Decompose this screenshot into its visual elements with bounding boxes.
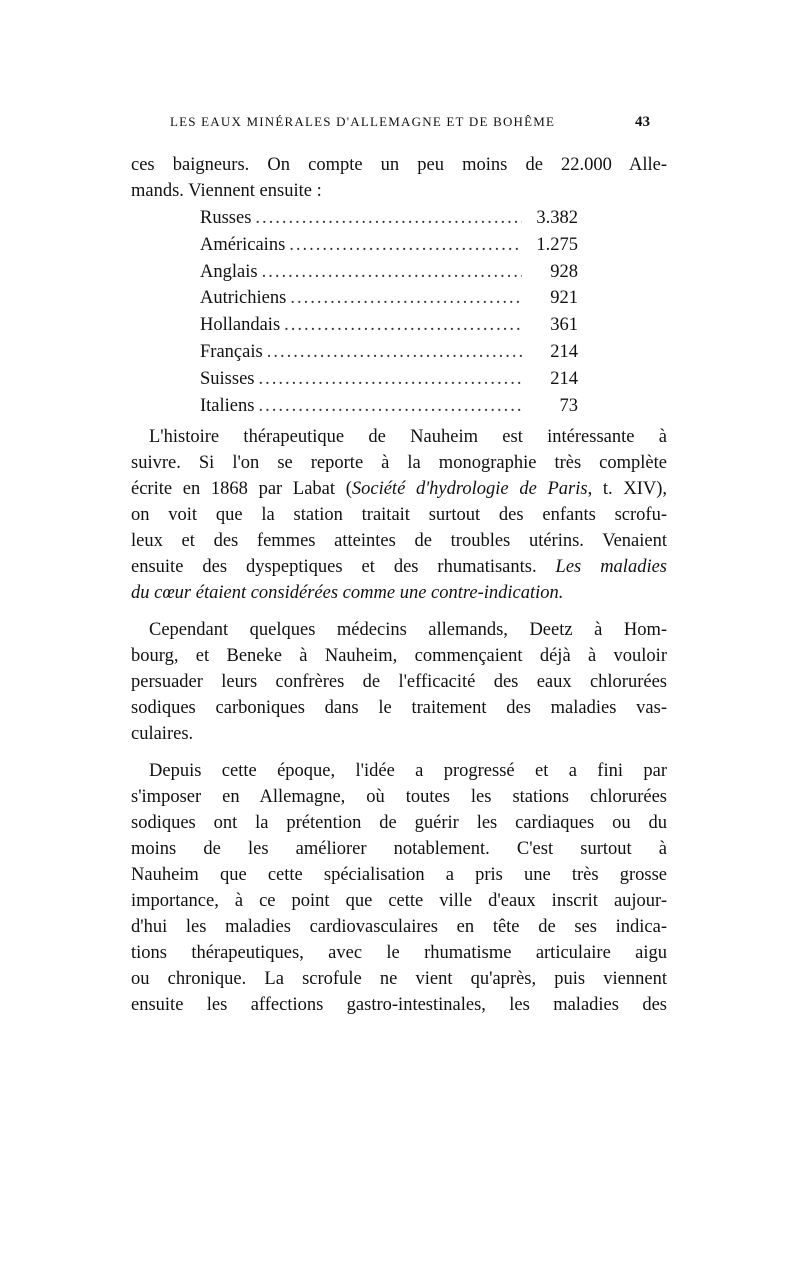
dot-leader [289,235,522,256]
text-line: ensuite les affections gastro-intestinales, les maladies des [131,995,667,1015]
paragraph-physicians [131,617,667,747]
table-row [200,396,578,423]
intro-text [131,152,667,204]
text-line: ou chronique. La scrofule ne vient qu'après, puis viennent [131,969,667,989]
visitor-count: 214 [550,368,578,389]
text-span: ensuite des dyspeptiques et des rhumatisants. [131,557,556,577]
dot-leader [255,208,522,229]
text-line: culaires. [131,724,194,744]
table-row [200,288,578,315]
dot-leader [259,369,523,390]
paragraph-history [131,424,667,606]
text-line: sodiques carboniques dans le traitement des maladies vas- [131,698,667,718]
text-line: importance, à ce point que cette ville d'eaux inscrit aujour- [131,891,667,911]
text-line: suivre. Si l'on se reporte à la monographie très complète [131,453,667,473]
nationality-label: Américains [200,234,286,255]
visitor-count: 1.275 [536,234,578,255]
nationality-label: Suisses [200,368,255,389]
visitor-count: 3.382 [536,208,578,228]
nationality-label: Anglais [200,261,258,282]
text-line: sodiques ont la prétention de guérir les cardiaques ou du [131,813,667,833]
text-line: d'hui les maladies cardiovasculaires en tête de ses indica- [131,917,667,937]
text-line: ces baigneurs. On compte un peu moins de 22.000 Alle- [131,155,667,175]
text-line: mands. Viennent ensuite : [131,181,322,201]
table-row [200,262,578,289]
text-line: s'imposer en Allemagne, où toutes les stations chlorurées [131,787,667,807]
text-line: moins de les améliorer notablement. C'est surtout à [131,839,667,859]
visitor-table [200,208,578,422]
text-line [131,476,667,502]
dot-leader [290,288,522,309]
text-line: tions thérapeutiques, avec le rhumatisme articulaire aigu [131,943,667,963]
text-line: Cependant quelques médecins allemands, Deetz à Hom- [149,620,667,640]
text-line: Depuis cette époque, l'idée a progressé et a fini par [149,761,667,781]
table-row [200,235,578,262]
nationality-label: Russes [200,208,252,228]
text-line: leux et des femmes atteintes de troubles utérins. Venaient [131,531,667,551]
paragraph-nauheim [131,758,667,1018]
page-number: 43 [635,114,650,130]
text-line: on voit que la station traitait surtout des enfants scrofu- [131,505,667,525]
nationality-label: Hollandais [200,315,281,336]
table-row [200,369,578,396]
text-line: bourg, et Beneke à Nauheim, commençaient déjà à vouloir [131,646,667,666]
dot-leader [258,396,522,417]
visitor-count: 928 [550,261,578,282]
visitor-count: 73 [559,395,578,416]
text-line: L'histoire thérapeutique de Nauheim est intéressante à [149,427,667,447]
italic-span: Les maladies [555,557,667,577]
table-row [200,208,578,235]
text-line: du cœur étaient considérées comme une contre-indication. [131,583,564,603]
visitor-count: 214 [550,341,578,362]
text-span: , t. XIV), [587,479,668,499]
text-line [131,554,667,580]
visitor-count: 361 [550,315,578,336]
nationality-label: Autrichiens [200,288,287,309]
running-title: LES EAUX MINÉRALES D'ALLEMAGNE ET DE BOHÊME [170,114,556,129]
dot-leader [284,315,522,336]
visitor-count: 921 [550,288,578,309]
dot-leader [267,342,522,363]
table-row [200,315,578,342]
nationality-label: Français [200,341,263,362]
nationality-label: Italiens [200,395,255,416]
text-span: écrite en 1868 par Labat ( [131,479,352,499]
text-line: persuader leurs confrères de l'efficacité des eaux chlorurées [131,672,667,692]
dot-leader [262,262,522,283]
table-row [200,342,578,369]
text-line: Nauheim que cette spécialisation a pris une très grosse [131,865,667,885]
citation-title: Société d'hydrologie de Paris [351,479,588,499]
